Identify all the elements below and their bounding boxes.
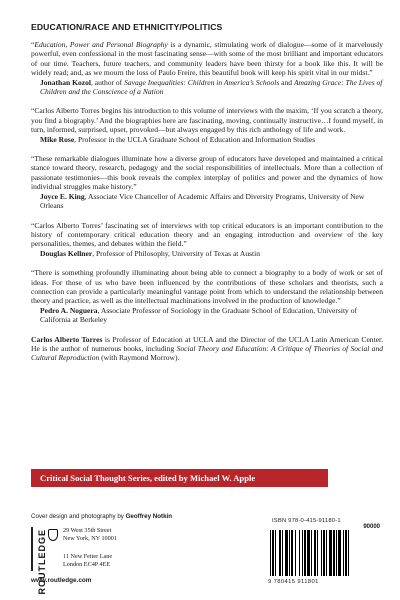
price-code: 90000 xyxy=(363,524,380,530)
barcode-bar xyxy=(307,530,310,576)
blurb-attribution: Mike Rose, Professor in the UCLA Graduate School of Education and Information Studies xyxy=(40,134,316,144)
shield-icon xyxy=(48,529,58,541)
barcode-bar xyxy=(279,530,281,576)
blurb-attribution: Douglas Kellner, Professor of Philosophy, University of Texas at Austin xyxy=(40,248,261,258)
barcode-bar xyxy=(304,530,306,576)
barcode-bar xyxy=(291,530,293,576)
blurb-quote: “There is something profoundly illuminating about being able to connect a biography to a body of work or set of ideas. For those of us who have been influenced by the contributions of these scholars and theorists, such a connection can provide a particularly meaningful vantage point from which to understand the relationship between theory and practice, as well as the intellectual machinations involved in the production of knowledge.” xyxy=(31,268,383,306)
address-us: 29 West 35th Street New York, NY 10001 xyxy=(63,527,117,542)
barcode-bar xyxy=(270,530,271,576)
publisher-logo-text: ROUTLEDGE xyxy=(37,529,47,595)
barcode-bar xyxy=(295,530,296,576)
barcode-bar xyxy=(275,530,276,576)
barcode-bar xyxy=(343,530,344,576)
cover-credit: Cover design and photography by Geoffrey Notkin xyxy=(31,513,173,520)
barcode-icon xyxy=(268,530,380,578)
barcode-bar xyxy=(329,530,332,576)
barcode-bar xyxy=(323,530,325,576)
barcode-bar xyxy=(345,530,347,576)
blurb-noguera xyxy=(31,268,383,324)
barcode-bar xyxy=(314,530,316,576)
publisher-block xyxy=(31,527,171,595)
barcode-bar xyxy=(285,530,288,576)
barcode-bar xyxy=(311,530,312,576)
ean-digits: 9 780415 911801 xyxy=(268,579,319,585)
barcode-bar xyxy=(302,530,303,576)
routledge-logo xyxy=(31,527,59,595)
barcode-bar xyxy=(272,530,274,576)
blurb-attribution: Joyce E. King, Associate Vice Chancellor of Academic Affairs and Diversity Programs, University of New Orleans xyxy=(40,191,365,211)
blurb-quote: “Education, Power and Personal Biography is a dynamic, stimulating work of dialogue—some of it marvelously powerful, even confessional in the most fascinating sense—with some of the most brilliant and important educators of our time. Teachers, future teachers, and community leaders have been thirsty for a book like this. It will be widely read; and, as we mourn the loss of Paulo Freire, this beautiful book will keep his spirit vital in our midst.” xyxy=(31,40,383,78)
barcode-bar xyxy=(282,530,283,576)
blurb-quote: “Carlos Alberto Torres begins his introduction to this volume of interviews with the maxim, ‘If you scratch a theory, you find a biography.’ And the biographies here are fascinating, moving, continually instructive…I found myself, in turn, informed, surprised, upset, provoked—but always engaged by this rich anthology of life and work. xyxy=(31,106,383,135)
barcode-bar xyxy=(289,530,290,576)
blurbs xyxy=(31,40,383,363)
barcode-bar xyxy=(326,530,327,576)
barcode-bar xyxy=(299,530,300,576)
barcode-block xyxy=(268,518,380,590)
author-bio: Carlos Alberto Torres is Professor of Education at UCLA and the Director of the UCLA Latin American Center. He is the author of numerous books, including Social Theory and Education: A Critique of Theories of Social and Cultural Reproduction (with Raymond Morrow). xyxy=(31,334,383,363)
publisher-url: www.routledge.com xyxy=(31,577,92,584)
barcode-bar xyxy=(321,530,322,576)
blurb-king xyxy=(31,154,383,210)
series-banner: Critical Social Thought Series, edited by Michael W. Apple xyxy=(31,469,328,487)
address-uk: 11 New Fetter Lane London EC4P 4EE xyxy=(63,553,113,568)
barcode-bar xyxy=(317,530,318,576)
blurb-attribution: Jonathan Kozol, author of Savage Inequalities: Children in America’s Schools and Amazing Grace: The Lives of Children and the Conscience of a Nation xyxy=(40,77,383,97)
blurb-quote: “These remarkable dialogues illuminate how a diverse group of educators have developed and maintained a critical stance toward theory, research, pedagogy and the social responsibilities of intellectuals. More than a collection of passionate testimonies—this book reveals the complex interplay of politics and power and the dynamics of how individual struggles make history.” xyxy=(31,154,383,192)
barcode-bar xyxy=(333,530,335,576)
isbn-text: ISBN 978-0-415-91180-1 xyxy=(272,518,341,524)
blurb-kozol xyxy=(31,40,383,96)
barcode-bar xyxy=(338,530,341,576)
barcode-bar xyxy=(348,530,349,576)
blurb-kellner xyxy=(31,221,383,259)
barcode-bar xyxy=(336,530,337,576)
blurb-attribution: Pedro A. Noguera, Associate Professor of Sociology in the Graduate School of Education, University of California at Berkeley xyxy=(40,305,357,325)
blurb-rose xyxy=(31,106,383,144)
category-label: EDUCATION/RACE AND ETHNICITY/POLITICS xyxy=(31,22,223,32)
blurb-quote: “Carlos Alberto Torres’ fascinating set of interviews with top critical educators is an important contribution to the history of contemporary critical education theory and an engaging introduction and overview of the key personalities, themes, and debates within the field.” xyxy=(31,220,383,249)
